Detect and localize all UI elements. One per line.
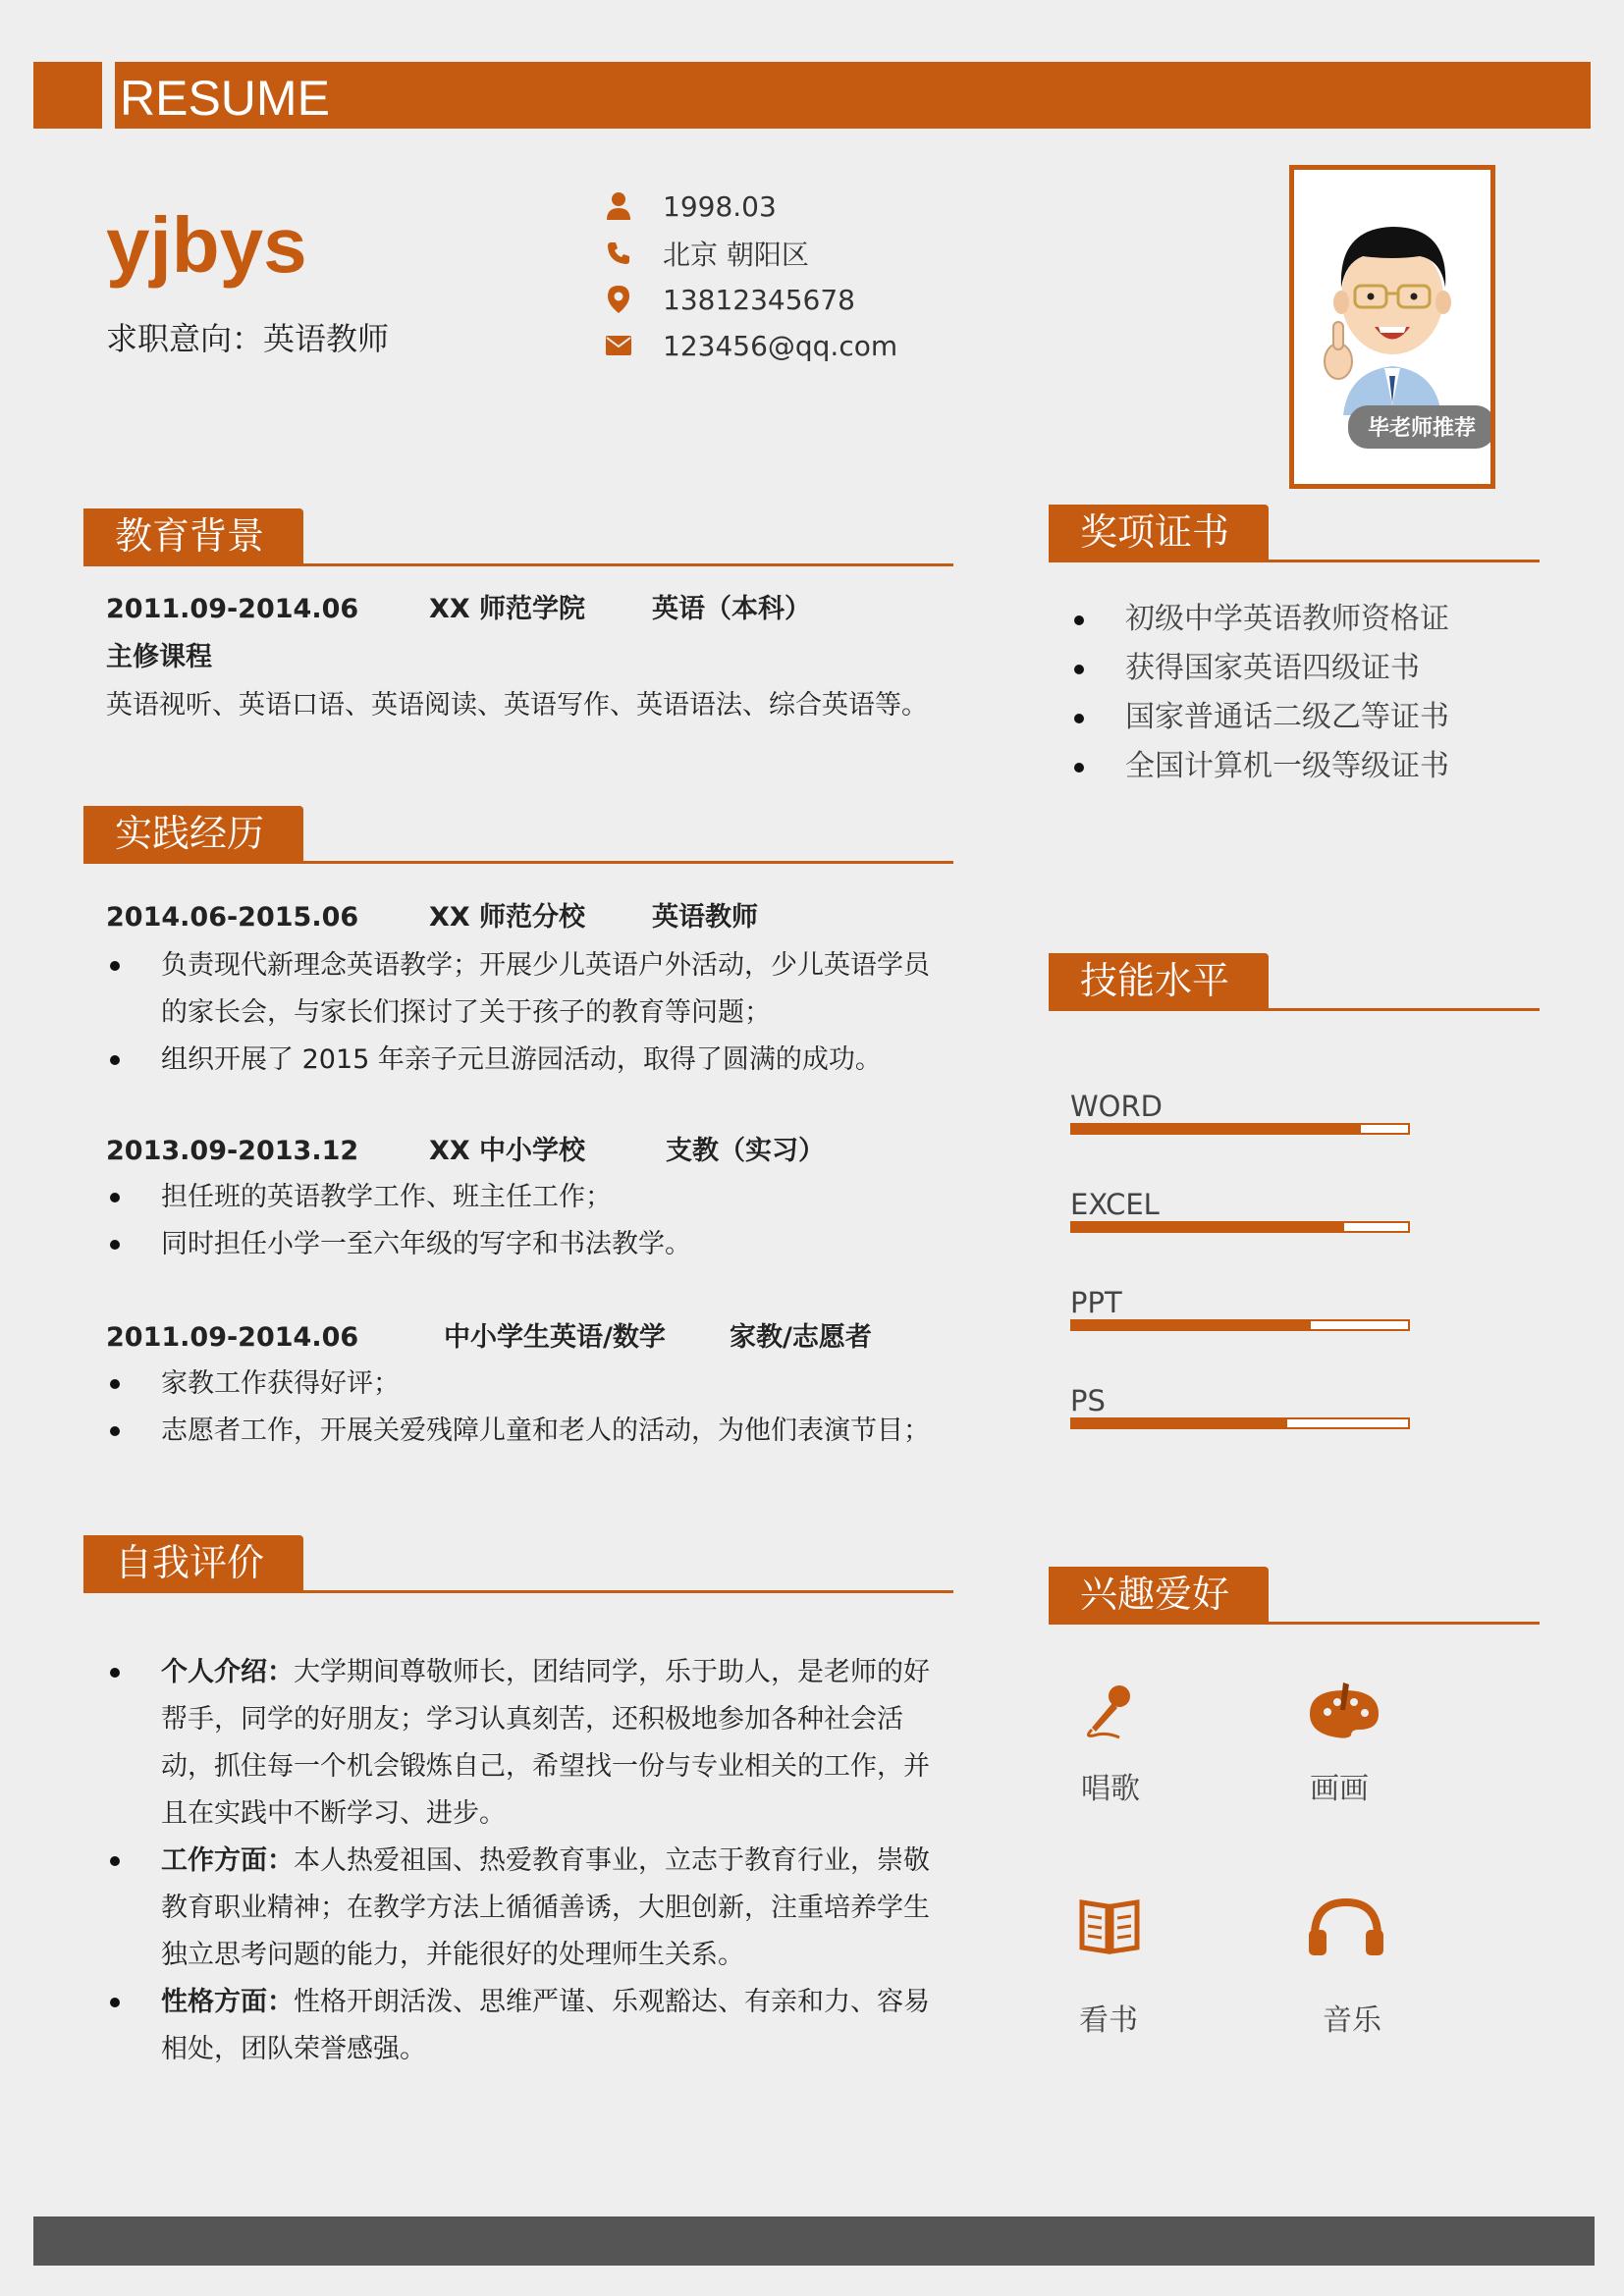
self-eval-list — [104, 1649, 948, 2073]
list-item: 国家普通话二级乙等证书 — [1070, 693, 1542, 742]
book-icon — [1078, 1896, 1141, 1955]
skills-heading: 技能水平 — [1049, 953, 1269, 1008]
skill-bar-fill — [1072, 1321, 1311, 1329]
hobby-label: 看书 — [1079, 2003, 1138, 2038]
info-birth — [604, 187, 777, 226]
list-item — [104, 1838, 948, 1979]
skill-bar — [1070, 1123, 1410, 1135]
job-duties — [104, 1174, 948, 1268]
list-item: 同时担任小学一至六年级的写字和书法教学。 — [104, 1221, 948, 1268]
resume-title: RESUME — [120, 71, 330, 126]
item-label: 个人介绍： — [161, 1657, 294, 1687]
candidate-name: yjbys — [106, 201, 307, 289]
skill-name: EXCEL — [1070, 1188, 1160, 1221]
education-section — [83, 508, 953, 566]
job-period: 2011.09-2014.06 — [106, 1322, 359, 1353]
job-intent: 求职意向：英语教师 — [106, 320, 390, 357]
awards-heading: 奖项证书 — [1049, 505, 1269, 560]
list-item: 全国计算机一级等级证书 — [1070, 742, 1542, 791]
email: 123456@qq.com — [663, 329, 898, 362]
self-eval-section — [83, 1535, 953, 1593]
skill-bar-fill — [1072, 1419, 1287, 1427]
list-item — [104, 1649, 948, 1838]
education-heading: 教育背景 — [83, 508, 303, 563]
location: 北京 朝阳区 — [663, 239, 809, 271]
item-text: 本人热爱祖国、热爱教育事业，立志于教育行业，崇敬教育职业精神；在教学方法上循循善诱，大胆创新，注重培养学生独立思考问题的能力，并能很好的处理师生关系。 — [161, 1845, 930, 1970]
list-item: 初级中学英语教师资格证 — [1070, 595, 1542, 644]
photo-caption: 毕老师推荐 — [1367, 416, 1477, 441]
experience-heading: 实践经历 — [83, 806, 303, 861]
header-bar — [115, 62, 1591, 129]
item-label: 工作方面： — [161, 1845, 294, 1876]
self-eval-heading: 自我评价 — [83, 1535, 303, 1590]
job-org: XX 师范分校 — [429, 902, 586, 933]
experience-section — [83, 806, 953, 864]
job-role: 英语教师 — [652, 902, 758, 933]
hobbies-heading: 兴趣爱好 — [1049, 1567, 1269, 1622]
birth-date: 1998.03 — [663, 189, 777, 223]
self-eval-divider — [83, 1590, 953, 1593]
footer-bar — [33, 2216, 1595, 2266]
palette-icon — [1308, 1681, 1380, 1739]
skill-bar-fill — [1072, 1125, 1361, 1133]
person-icon — [604, 191, 633, 221]
job-duties — [104, 1361, 948, 1455]
list-item: 志愿者工作，开展关爱残障儿童和老人的活动，为他们表演节目； — [104, 1408, 948, 1455]
list-item: 家教工作获得好评； — [104, 1361, 948, 1408]
list-item — [104, 1979, 948, 2073]
job-org: XX 中小学校 — [429, 1136, 586, 1166]
info-phone — [604, 280, 855, 319]
headphones-icon — [1307, 1896, 1385, 1957]
hobby-label: 音乐 — [1323, 2003, 1381, 2038]
edu-major: 英语（本科） — [652, 594, 811, 624]
skill-name: PPT — [1070, 1286, 1122, 1319]
list-item: 担任班的英语教学工作、班主任工作； — [104, 1174, 948, 1221]
job-role: 家教/志愿者 — [730, 1322, 872, 1353]
edu-period: 2011.09-2014.06 — [106, 594, 359, 624]
header-accent-block — [33, 62, 102, 129]
skill-name: WORD — [1070, 1090, 1163, 1123]
cartoon-teacher-avatar — [1294, 170, 1490, 484]
edu-school: XX 师范学院 — [429, 594, 586, 624]
info-location — [604, 234, 809, 273]
skill-item — [1070, 1286, 1410, 1331]
list-item: 组织开展了 2015 年亲子元旦游园活动，取得了圆满的成功。 — [104, 1037, 948, 1084]
skill-item — [1070, 1090, 1410, 1135]
skill-name: PS — [1070, 1384, 1106, 1417]
phone-icon — [604, 239, 633, 268]
skill-bar — [1070, 1319, 1410, 1331]
phone-number: 13812345678 — [663, 283, 855, 316]
skill-bar — [1070, 1417, 1410, 1429]
awards-section — [1049, 505, 1540, 562]
skill-bar — [1070, 1221, 1410, 1233]
hobbies-divider — [1049, 1622, 1540, 1625]
item-label: 性格方面： — [161, 1987, 294, 2017]
list-item: 获得国家英语四级证书 — [1070, 644, 1542, 693]
education-divider — [83, 563, 953, 566]
awards-list — [1070, 595, 1542, 791]
experience-divider — [83, 861, 953, 864]
awards-divider — [1049, 560, 1540, 562]
hobbies-section — [1049, 1567, 1540, 1625]
job-role: 支教（实习） — [666, 1136, 825, 1166]
job-org: 中小学生英语/数学 — [444, 1322, 666, 1353]
location-pin-icon — [604, 285, 633, 314]
info-email — [604, 326, 897, 365]
skill-bar-fill — [1072, 1223, 1344, 1231]
list-item: 负责现代新理念英语教学；开展少儿英语户外活动，少儿英语学员的家长会，与家长们探讨了关于孩子的教育等问题； — [104, 942, 948, 1037]
profile-photo — [1289, 165, 1495, 489]
skills-divider — [1049, 1008, 1540, 1011]
edu-courses: 英语视听、英语口语、英语阅读、英语写作、英语语法、综合英语等。 — [106, 690, 928, 721]
skill-item — [1070, 1384, 1410, 1429]
job-period: 2014.06-2015.06 — [106, 902, 359, 933]
envelope-icon — [604, 331, 633, 360]
item-text: 性格开朗活泼、思维严谨、乐观豁达、有亲和力、容易相处，团队荣誉感强。 — [161, 1987, 930, 2064]
skills-section — [1049, 953, 1540, 1011]
microphone-icon — [1080, 1681, 1139, 1739]
job-period: 2013.09-2013.12 — [106, 1136, 359, 1166]
skill-item — [1070, 1188, 1410, 1233]
job-duties — [104, 942, 948, 1084]
item-text: 大学期间尊敬师长，团结同学，乐于助人，是老师的好帮手，同学的好朋友；学习认真刻苦，还积极地参加各种社会活动，抓住每一个机会锻炼自己，希望找一份与专业相关的工作，并且在实践中不断学习、进步。 — [161, 1657, 930, 1829]
hobby-label: 画画 — [1310, 1772, 1369, 1806]
edu-courses-title: 主修课程 — [106, 642, 212, 672]
hobby-label: 唱歌 — [1081, 1772, 1140, 1806]
